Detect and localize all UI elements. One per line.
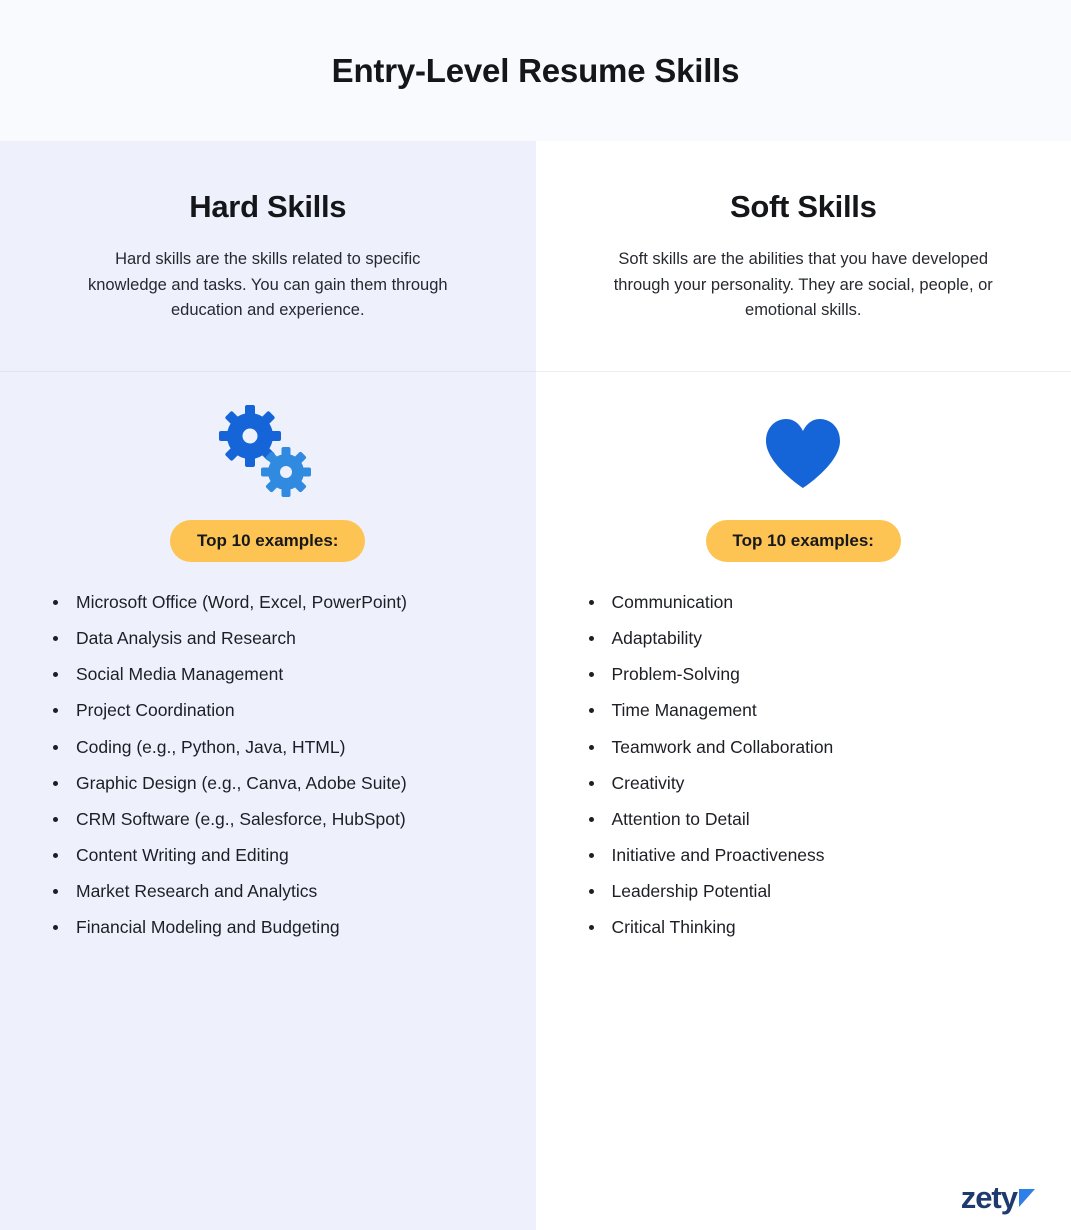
soft-skills-list — [580, 590, 834, 951]
list-item: • Communication — [606, 590, 834, 614]
hard-skills-list — [44, 590, 407, 951]
hard-skills-title: Hard Skills — [189, 189, 347, 224]
list-item: • Market Research and Analytics — [70, 879, 407, 903]
header — [0, 0, 1071, 141]
list-item: • Creativity — [606, 771, 834, 795]
list-item: • Coding (e.g., Python, Java, HTML) — [70, 735, 407, 759]
list-item: • Social Media Management — [70, 662, 407, 686]
column-hard-skills — [0, 141, 536, 1230]
list-item: • Leadership Potential — [606, 879, 834, 903]
list-item: • Critical Thinking — [606, 915, 834, 939]
list-item: • Graphic Design (e.g., Canva, Adobe Suite) — [70, 771, 407, 795]
page-title: Entry-Level Resume Skills — [331, 51, 740, 89]
soft-skills-badge: Top 10 examples: — [706, 520, 901, 562]
hard-skills-badge: Top 10 examples: — [170, 520, 365, 562]
list-item: • Teamwork and Collaboration — [606, 735, 834, 759]
soft-skills-title: Soft Skills — [729, 189, 877, 224]
list-item: • Content Writing and Editing — [70, 843, 407, 867]
list-item: • Attention to Detail — [606, 807, 834, 831]
gears-icon — [216, 394, 320, 514]
list-item: • Financial Modeling and Budgeting — [70, 915, 407, 939]
soft-skills-body — [536, 372, 1071, 1230]
soft-skills-description: Soft skills are the abilities that you have developed through your personality. They are social, people, or emotional skills. — [613, 250, 993, 320]
soft-skills-intro — [536, 141, 1071, 372]
hard-skills-body — [0, 372, 536, 1230]
heart-icon — [762, 394, 844, 514]
columns-container — [0, 141, 1071, 1230]
hard-skills-description: Hard skills are the skills related to specific knowledge and tasks. You can gain them through education and experience. — [87, 250, 448, 320]
list-item: • Time Management — [606, 698, 834, 722]
list-item: • Microsoft Office (Word, Excel, PowerPoint) — [70, 590, 407, 614]
list-item: • Problem-Solving — [606, 662, 834, 686]
list-item: • CRM Software (e.g., Salesforce, HubSpot) — [70, 807, 407, 831]
list-item: • Adaptability — [606, 626, 834, 650]
list-item: • Data Analysis and Research — [70, 626, 407, 650]
list-item: • Initiative and Proactiveness — [606, 843, 834, 867]
list-item: • Project Coordination — [70, 698, 407, 722]
hard-skills-intro — [0, 141, 536, 372]
column-soft-skills — [536, 141, 1071, 1230]
logo-text: zety — [960, 1179, 1017, 1215]
